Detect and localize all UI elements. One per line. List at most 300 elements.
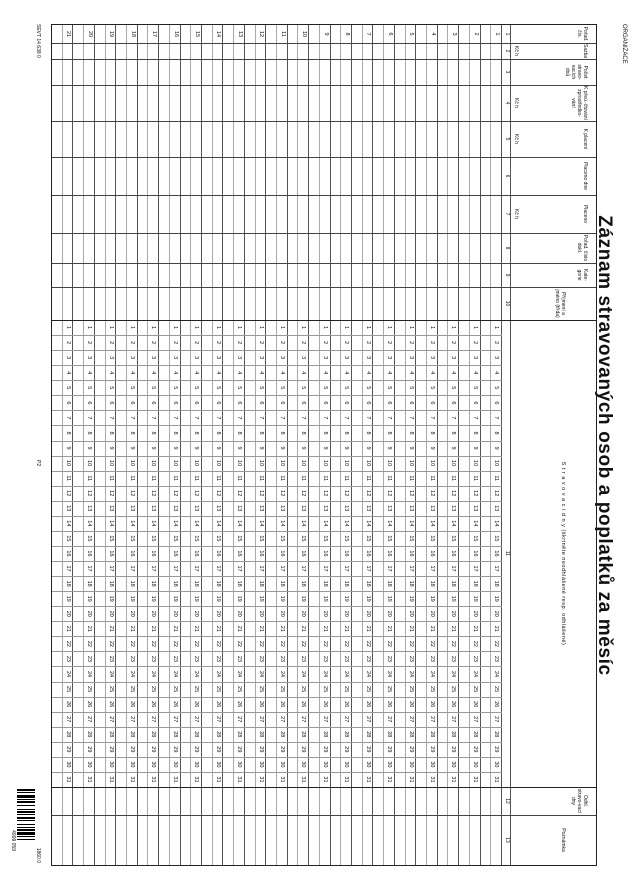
day-cell[interactable]: 1 xyxy=(407,326,414,330)
day-cell[interactable]: 19 xyxy=(107,595,114,602)
day-cell[interactable]: 4 xyxy=(171,371,178,375)
day-cell[interactable]: 26 xyxy=(321,701,328,708)
day-cell[interactable]: 23 xyxy=(407,655,414,662)
day-cell[interactable]: 10 xyxy=(257,460,264,467)
day-cell[interactable]: 28 xyxy=(257,731,264,738)
day-cell[interactable]: 19 xyxy=(279,595,285,602)
day-cell[interactable]: 11 xyxy=(364,475,371,482)
day-cell[interactable]: 9 xyxy=(236,446,243,450)
day-cell[interactable]: 18 xyxy=(150,580,157,587)
day-cell[interactable]: 31 xyxy=(407,776,414,783)
day-cell[interactable]: 1 xyxy=(236,326,243,330)
day-cell[interactable]: 3 xyxy=(171,356,178,360)
day-cell[interactable]: 28 xyxy=(129,731,135,738)
day-cell[interactable]: 17 xyxy=(429,565,435,572)
day-cell[interactable]: 23 xyxy=(343,655,350,662)
day-cell[interactable]: 8 xyxy=(471,431,478,435)
day-cell[interactable]: 21 xyxy=(279,625,285,632)
day-cell[interactable]: 31 xyxy=(257,776,264,783)
day-cell[interactable]: 19 xyxy=(257,595,264,602)
day-cell[interactable]: 26 xyxy=(407,701,414,708)
day-cell[interactable]: 15 xyxy=(493,535,500,542)
day-cell[interactable]: 12 xyxy=(386,490,393,497)
day-cell[interactable]: 21 xyxy=(364,625,371,632)
day-cell[interactable]: 28 xyxy=(171,731,178,738)
day-cell[interactable]: 12 xyxy=(64,490,71,497)
day-cell[interactable]: 16 xyxy=(343,550,350,557)
day-cell[interactable]: 13 xyxy=(214,505,221,512)
day-cell[interactable]: 7 xyxy=(257,416,264,420)
day-cell[interactable]: 13 xyxy=(300,505,307,512)
day-cell[interactable]: 12 xyxy=(450,490,457,497)
day-cell[interactable]: 8 xyxy=(64,431,71,435)
day-cell[interactable]: 31 xyxy=(214,776,221,783)
day-cell[interactable]: 10 xyxy=(321,460,328,467)
day-cell[interactable]: 3 xyxy=(364,356,371,360)
day-cell[interactable]: 30 xyxy=(257,761,264,768)
day-cell[interactable]: 11 xyxy=(429,475,435,482)
day-cell[interactable]: 13 xyxy=(493,505,500,512)
day-cell[interactable]: 30 xyxy=(129,761,135,768)
day-cell[interactable]: 27 xyxy=(364,716,371,723)
day-cell[interactable]: 23 xyxy=(386,655,393,662)
day-cell[interactable]: 12 xyxy=(364,490,371,497)
day-cell[interactable]: 6 xyxy=(493,401,500,405)
day-cell[interactable]: 10 xyxy=(150,460,157,467)
day-cell[interactable]: 17 xyxy=(471,565,478,572)
day-cell[interactable]: 8 xyxy=(236,431,243,435)
day-cell[interactable]: 18 xyxy=(86,580,93,587)
day-cell[interactable]: 31 xyxy=(343,776,350,783)
day-cell[interactable]: 4 xyxy=(471,371,478,375)
day-cell[interactable]: 7 xyxy=(407,416,414,420)
day-cell[interactable]: 26 xyxy=(129,701,135,708)
day-cell[interactable]: 26 xyxy=(343,701,350,708)
day-cell[interactable]: 1 xyxy=(386,326,393,330)
day-cell[interactable]: 21 xyxy=(150,625,157,632)
day-cell[interactable]: 24 xyxy=(193,670,200,678)
day-cell[interactable]: 17 xyxy=(407,565,414,572)
day-cell[interactable]: 17 xyxy=(343,565,350,572)
day-cell[interactable]: 29 xyxy=(150,746,157,753)
day-cell[interactable]: 27 xyxy=(257,716,264,723)
day-cell[interactable]: 3 xyxy=(150,356,157,360)
day-cell[interactable]: 21 xyxy=(450,625,457,632)
day-cell[interactable]: 29 xyxy=(279,746,285,753)
day-cell[interactable]: 23 xyxy=(150,655,157,662)
day-cell[interactable]: 26 xyxy=(64,701,71,708)
day-cell[interactable]: 17 xyxy=(150,565,157,572)
day-cell[interactable]: 21 xyxy=(429,625,435,632)
day-cell[interactable]: 28 xyxy=(407,731,414,738)
day-cell[interactable]: 28 xyxy=(343,731,350,738)
day-cell[interactable]: 4 xyxy=(450,371,457,375)
day-cell[interactable]: 12 xyxy=(429,490,435,497)
day-cell[interactable]: 2 xyxy=(150,341,157,345)
day-cell[interactable]: 28 xyxy=(364,731,371,738)
day-cell[interactable]: 8 xyxy=(429,431,435,435)
day-cell[interactable]: 28 xyxy=(279,731,285,738)
day-cell[interactable]: 23 xyxy=(236,655,243,662)
day-cell[interactable]: 29 xyxy=(129,746,135,753)
day-cell[interactable]: 23 xyxy=(321,655,328,662)
day-cell[interactable]: 6 xyxy=(236,401,243,405)
day-cell[interactable]: 21 xyxy=(236,625,243,632)
day-cell[interactable]: 8 xyxy=(214,431,221,435)
day-cell[interactable]: 15 xyxy=(321,535,328,542)
day-cell[interactable]: 4 xyxy=(364,371,371,375)
day-cell[interactable]: 2 xyxy=(321,341,328,345)
day-cell[interactable]: 3 xyxy=(429,356,435,360)
day-cell[interactable]: 29 xyxy=(64,746,71,753)
day-cell[interactable]: 20 xyxy=(300,610,307,617)
day-cell[interactable]: 7 xyxy=(321,416,328,420)
day-cell[interactable]: 24 xyxy=(236,670,243,678)
day-cell[interactable]: 9 xyxy=(64,446,71,450)
day-cell[interactable]: 18 xyxy=(471,580,478,587)
day-cell[interactable]: 23 xyxy=(107,655,114,662)
day-cell[interactable]: 3 xyxy=(129,356,135,360)
day-cell[interactable]: 6 xyxy=(386,401,393,405)
day-cell[interactable]: 29 xyxy=(300,746,307,753)
day-cell[interactable]: 31 xyxy=(107,776,114,783)
day-cell[interactable]: 16 xyxy=(107,550,114,557)
day-cell[interactable]: 18 xyxy=(429,580,435,587)
day-cell[interactable]: 28 xyxy=(386,731,393,738)
day-cell[interactable]: 13 xyxy=(150,505,157,512)
day-cell[interactable]: 23 xyxy=(214,655,221,662)
day-cell[interactable]: 1 xyxy=(429,326,435,330)
day-cell[interactable]: 11 xyxy=(86,475,93,482)
day-cell[interactable]: 11 xyxy=(107,475,114,482)
day-cell[interactable]: 25 xyxy=(343,686,350,693)
day-cell[interactable]: 18 xyxy=(257,580,264,587)
day-cell[interactable]: 7 xyxy=(493,416,500,420)
day-cell[interactable]: 2 xyxy=(86,341,93,345)
day-cell[interactable]: 12 xyxy=(86,490,93,497)
day-cell[interactable]: 5 xyxy=(493,386,500,390)
day-cell[interactable]: 25 xyxy=(279,686,285,693)
day-cell[interactable]: 6 xyxy=(171,401,178,405)
day-cell[interactable]: 5 xyxy=(193,386,200,390)
day-cell[interactable]: 29 xyxy=(107,746,114,753)
day-cell[interactable]: 29 xyxy=(429,746,435,753)
day-cell[interactable]: 7 xyxy=(450,416,457,420)
day-cell[interactable]: 21 xyxy=(300,625,307,632)
day-cell[interactable]: 1 xyxy=(279,326,285,330)
day-cell[interactable]: 25 xyxy=(386,686,393,693)
day-cell[interactable]: 13 xyxy=(364,505,371,512)
day-cell[interactable]: 2 xyxy=(214,341,221,345)
day-cell[interactable]: 17 xyxy=(257,565,264,572)
day-cell[interactable]: 29 xyxy=(471,746,478,753)
day-cell[interactable]: 8 xyxy=(257,431,264,435)
day-cell[interactable]: 2 xyxy=(386,341,393,345)
day-cell[interactable]: 19 xyxy=(86,595,93,602)
day-cell[interactable]: 2 xyxy=(471,341,478,345)
day-cell[interactable]: 9 xyxy=(471,446,478,450)
day-cell[interactable]: 30 xyxy=(171,761,178,768)
day-cell[interactable]: 23 xyxy=(129,655,135,662)
day-cell[interactable]: 26 xyxy=(364,701,371,708)
day-cell[interactable]: 12 xyxy=(407,490,414,497)
day-cell[interactable]: 20 xyxy=(429,610,435,617)
day-cell[interactable]: 30 xyxy=(300,761,307,768)
day-cell[interactable]: 6 xyxy=(64,401,71,405)
day-cell[interactable]: 7 xyxy=(471,416,478,420)
day-cell[interactable]: 14 xyxy=(171,520,178,527)
day-cell[interactable]: 9 xyxy=(429,446,435,450)
day-cell[interactable]: 7 xyxy=(429,416,435,420)
day-cell[interactable]: 15 xyxy=(257,535,264,542)
day-cell[interactable]: 9 xyxy=(407,446,414,450)
day-cell[interactable]: 24 xyxy=(150,670,157,678)
day-cell[interactable]: 13 xyxy=(107,505,114,512)
day-cell[interactable]: 2 xyxy=(493,341,500,345)
day-cell[interactable]: 12 xyxy=(107,490,114,497)
day-cell[interactable]: 4 xyxy=(150,371,157,375)
day-cell[interactable]: 4 xyxy=(493,371,500,375)
day-cell[interactable]: 25 xyxy=(321,686,328,693)
day-cell[interactable]: 13 xyxy=(129,505,135,512)
day-cell[interactable]: 8 xyxy=(407,431,414,435)
day-cell[interactable]: 26 xyxy=(257,701,264,708)
day-cell[interactable]: 21 xyxy=(86,625,93,632)
day-cell[interactable]: 2 xyxy=(279,341,285,345)
day-cell[interactable]: 19 xyxy=(129,595,135,602)
day-cell[interactable]: 12 xyxy=(171,490,178,497)
day-cell[interactable]: 17 xyxy=(364,565,371,572)
day-cell[interactable]: 10 xyxy=(429,460,435,467)
day-cell[interactable]: 12 xyxy=(300,490,307,497)
day-cell[interactable]: 22 xyxy=(86,640,93,647)
day-cell[interactable]: 27 xyxy=(107,716,114,723)
day-cell[interactable]: 2 xyxy=(171,341,178,345)
day-cell[interactable]: 5 xyxy=(171,386,178,390)
day-cell[interactable]: 26 xyxy=(429,701,435,708)
day-cell[interactable]: 9 xyxy=(343,446,350,450)
day-cell[interactable]: 20 xyxy=(150,610,157,617)
day-cell[interactable]: 12 xyxy=(193,490,200,497)
day-cell[interactable]: 15 xyxy=(471,535,478,542)
day-cell[interactable]: 30 xyxy=(364,761,371,768)
day-cell[interactable]: 5 xyxy=(300,386,307,390)
day-cell[interactable]: 27 xyxy=(407,716,414,723)
day-cell[interactable]: 31 xyxy=(429,776,435,783)
day-cell[interactable]: 19 xyxy=(471,595,478,602)
day-cell[interactable]: 20 xyxy=(214,610,221,617)
day-cell[interactable]: 13 xyxy=(407,505,414,512)
day-cell[interactable]: 4 xyxy=(300,371,307,375)
day-cell[interactable]: 28 xyxy=(471,731,478,738)
day-cell[interactable]: 12 xyxy=(343,490,350,497)
day-cell[interactable]: 25 xyxy=(257,686,264,693)
day-cell[interactable]: 1 xyxy=(129,326,135,330)
day-cell[interactable]: 27 xyxy=(193,716,200,723)
day-cell[interactable]: 17 xyxy=(236,565,243,572)
day-cell[interactable]: 3 xyxy=(107,356,114,360)
day-cell[interactable]: 30 xyxy=(429,761,435,768)
day-cell[interactable]: 25 xyxy=(236,686,243,693)
day-cell[interactable]: 8 xyxy=(321,431,328,435)
day-cell[interactable]: 2 xyxy=(364,341,371,345)
day-cell[interactable]: 3 xyxy=(236,356,243,360)
day-cell[interactable]: 14 xyxy=(471,520,478,527)
day-cell[interactable]: 3 xyxy=(471,356,478,360)
day-cell[interactable]: 1 xyxy=(493,326,500,330)
day-cell[interactable]: 18 xyxy=(64,580,71,587)
day-cell[interactable]: 16 xyxy=(64,550,71,557)
day-cell[interactable]: 5 xyxy=(364,386,371,390)
day-cell[interactable]: 9 xyxy=(321,446,328,450)
day-cell[interactable]: 13 xyxy=(386,505,393,512)
day-cell[interactable]: 13 xyxy=(193,505,200,512)
day-cell[interactable]: 13 xyxy=(279,505,285,512)
day-cell[interactable]: 25 xyxy=(429,686,435,693)
day-cell[interactable]: 6 xyxy=(471,401,478,405)
day-cell[interactable]: 23 xyxy=(64,655,71,662)
day-cell[interactable]: 25 xyxy=(107,686,114,693)
day-cell[interactable]: 13 xyxy=(64,505,71,512)
day-cell[interactable]: 16 xyxy=(386,550,393,557)
day-cell[interactable]: 18 xyxy=(364,580,371,587)
day-cell[interactable]: 18 xyxy=(171,580,178,587)
day-cell[interactable]: 27 xyxy=(214,716,221,723)
day-cell[interactable]: 9 xyxy=(214,446,221,450)
day-cell[interactable]: 18 xyxy=(343,580,350,587)
day-cell[interactable]: 7 xyxy=(300,416,307,420)
day-cell[interactable]: 5 xyxy=(471,386,478,390)
day-cell[interactable]: 20 xyxy=(471,610,478,617)
day-cell[interactable]: 15 xyxy=(86,535,93,542)
day-cell[interactable]: 5 xyxy=(343,386,350,390)
day-cell[interactable]: 31 xyxy=(493,776,500,783)
day-cell[interactable]: 15 xyxy=(407,535,414,542)
day-cell[interactable]: 19 xyxy=(300,595,307,602)
day-cell[interactable]: 25 xyxy=(193,686,200,693)
day-cell[interactable]: 31 xyxy=(364,776,371,783)
day-cell[interactable]: 12 xyxy=(257,490,264,497)
day-cell[interactable]: 10 xyxy=(364,460,371,467)
day-cell[interactable]: 23 xyxy=(493,655,500,662)
day-cell[interactable]: 14 xyxy=(364,520,371,527)
day-cell[interactable]: 14 xyxy=(214,520,221,527)
day-cell[interactable]: 31 xyxy=(471,776,478,783)
day-cell[interactable]: 14 xyxy=(236,520,243,527)
day-cell[interactable]: 9 xyxy=(150,446,157,450)
day-cell[interactable]: 20 xyxy=(386,610,393,617)
day-cell[interactable]: 22 xyxy=(193,640,200,647)
day-cell[interactable]: 30 xyxy=(150,761,157,768)
day-cell[interactable]: 22 xyxy=(471,640,478,647)
day-cell[interactable]: 20 xyxy=(257,610,264,617)
day-cell[interactable]: 31 xyxy=(279,776,285,783)
day-cell[interactable]: 20 xyxy=(236,610,243,617)
day-cell[interactable]: 24 xyxy=(364,670,371,678)
day-cell[interactable]: 13 xyxy=(471,505,478,512)
day-cell[interactable]: 10 xyxy=(107,460,114,467)
day-cell[interactable]: 20 xyxy=(171,610,178,617)
day-cell[interactable]: 8 xyxy=(300,431,307,435)
day-cell[interactable]: 10 xyxy=(407,460,414,467)
day-cell[interactable]: 9 xyxy=(364,446,371,450)
day-cell[interactable]: 8 xyxy=(386,431,393,435)
day-cell[interactable]: 22 xyxy=(493,640,500,647)
day-cell[interactable]: 20 xyxy=(321,610,328,617)
day-cell[interactable]: 11 xyxy=(150,475,157,482)
day-cell[interactable]: 10 xyxy=(64,460,71,467)
day-cell[interactable]: 29 xyxy=(343,746,350,753)
day-cell[interactable]: 28 xyxy=(321,731,328,738)
day-cell[interactable]: 14 xyxy=(386,520,393,527)
day-cell[interactable]: 7 xyxy=(107,416,114,420)
day-cell[interactable]: 1 xyxy=(364,326,371,330)
day-cell[interactable]: 4 xyxy=(193,371,200,375)
day-cell[interactable]: 22 xyxy=(236,640,243,647)
day-cell[interactable]: 7 xyxy=(171,416,178,420)
day-cell[interactable]: 20 xyxy=(129,610,135,617)
day-cell[interactable]: 28 xyxy=(86,731,93,738)
day-cell[interactable]: 19 xyxy=(321,595,328,602)
day-cell[interactable]: 26 xyxy=(236,701,243,708)
day-cell[interactable]: 30 xyxy=(471,761,478,768)
day-cell[interactable]: 22 xyxy=(407,640,414,647)
day-cell[interactable]: 24 xyxy=(300,670,307,678)
day-cell[interactable]: 24 xyxy=(321,670,328,678)
day-cell[interactable]: 23 xyxy=(257,655,264,662)
day-cell[interactable]: 22 xyxy=(450,640,457,647)
day-cell[interactable]: 10 xyxy=(129,460,135,467)
day-cell[interactable]: 1 xyxy=(321,326,328,330)
day-cell[interactable]: 30 xyxy=(214,761,221,768)
day-cell[interactable]: 1 xyxy=(471,326,478,330)
day-cell[interactable]: 11 xyxy=(279,475,285,482)
day-cell[interactable]: 3 xyxy=(450,356,457,360)
day-cell[interactable]: 27 xyxy=(129,716,135,723)
day-cell[interactable]: 16 xyxy=(493,550,500,557)
day-cell[interactable]: 27 xyxy=(300,716,307,723)
day-cell[interactable]: 12 xyxy=(150,490,157,497)
day-cell[interactable]: 13 xyxy=(257,505,264,512)
day-cell[interactable]: 21 xyxy=(471,625,478,632)
day-cell[interactable]: 10 xyxy=(386,460,393,467)
day-cell[interactable]: 11 xyxy=(171,475,178,482)
day-cell[interactable]: 21 xyxy=(214,625,221,632)
day-cell[interactable]: 27 xyxy=(450,716,457,723)
day-cell[interactable]: 20 xyxy=(193,610,200,617)
day-cell[interactable]: 11 xyxy=(64,475,71,482)
day-cell[interactable]: 25 xyxy=(214,686,221,693)
day-cell[interactable]: 21 xyxy=(107,625,114,632)
day-cell[interactable]: 17 xyxy=(300,565,307,572)
day-cell[interactable]: 20 xyxy=(450,610,457,617)
day-cell[interactable]: 8 xyxy=(193,431,200,435)
day-cell[interactable]: 22 xyxy=(279,640,285,647)
day-cell[interactable]: 30 xyxy=(343,761,350,768)
day-cell[interactable]: 13 xyxy=(86,505,93,512)
day-cell[interactable]: 4 xyxy=(236,371,243,375)
day-cell[interactable]: 24 xyxy=(86,670,93,678)
day-cell[interactable]: 26 xyxy=(107,701,114,708)
day-cell[interactable]: 10 xyxy=(471,460,478,467)
day-cell[interactable]: 30 xyxy=(386,761,393,768)
day-cell[interactable]: 14 xyxy=(107,520,114,527)
day-cell[interactable]: 5 xyxy=(450,386,457,390)
day-cell[interactable]: 14 xyxy=(193,520,200,527)
day-cell[interactable]: 8 xyxy=(279,431,285,435)
day-cell[interactable]: 10 xyxy=(171,460,178,467)
day-cell[interactable]: 25 xyxy=(86,686,93,693)
